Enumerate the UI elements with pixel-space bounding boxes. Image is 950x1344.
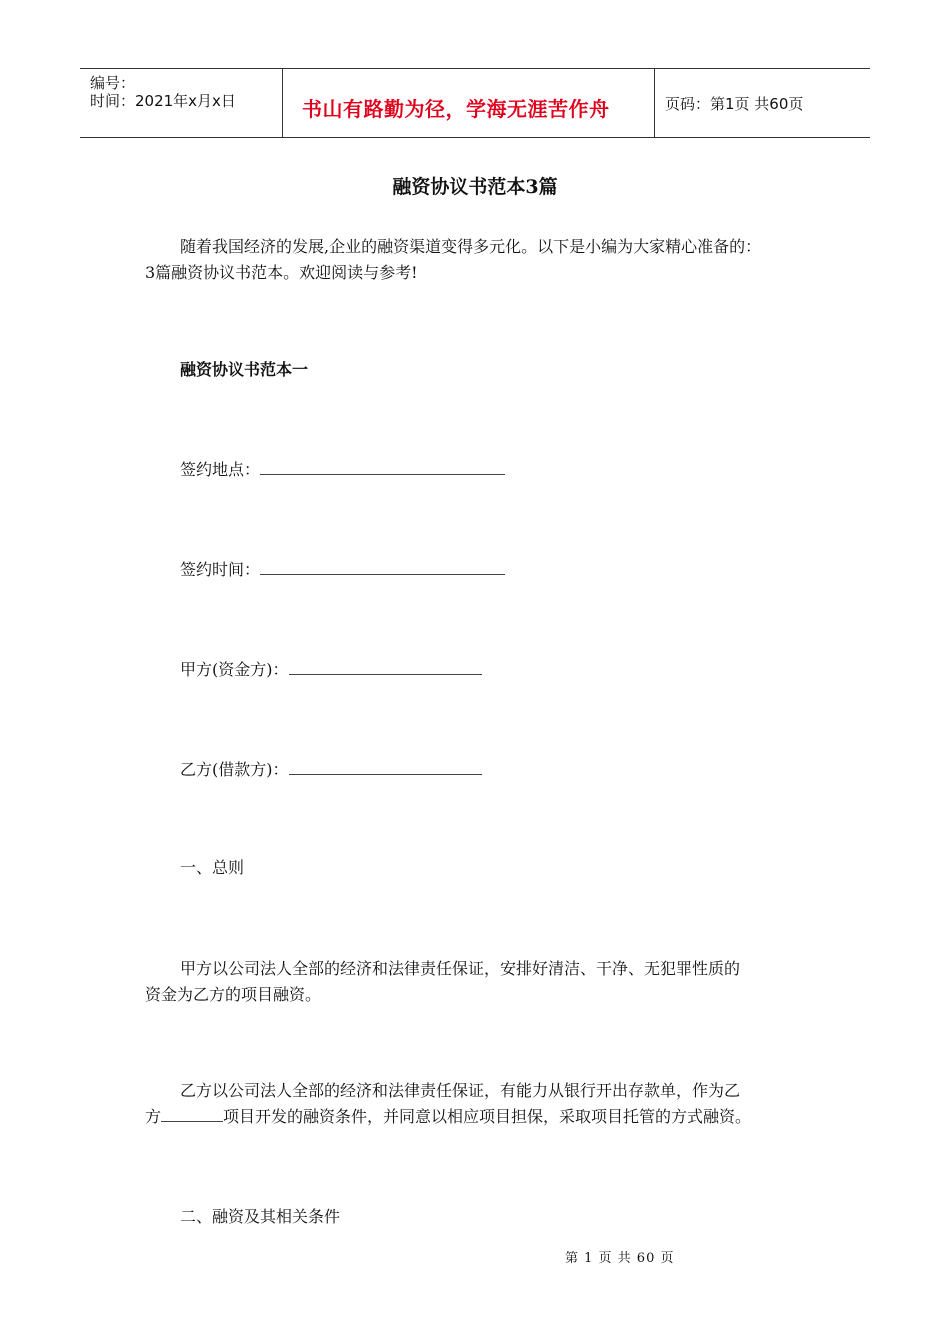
header-page-info: 页码：第1页 共60页 xyxy=(665,95,804,113)
number-label: 编号： xyxy=(90,74,136,92)
project-name-blank xyxy=(161,1107,223,1122)
header-info-cell xyxy=(80,69,283,137)
section-title: 融资协议书范本一 xyxy=(180,360,309,379)
sign-time-blank xyxy=(260,560,505,575)
party-b-row xyxy=(180,757,482,783)
header-page-cell xyxy=(655,69,870,137)
party-b-label: 乙方(借款方)： xyxy=(180,760,289,779)
sign-place-row xyxy=(180,457,505,483)
intro-line-1: 随着我国经济的发展,企业的融资渠道变得多元化。以下是小编为大家精心准备的： xyxy=(180,237,762,256)
heading-general: 一、总则 xyxy=(180,858,245,877)
para2-line-2 xyxy=(145,1104,751,1130)
sign-time-row xyxy=(180,557,505,583)
intro-line-2: 3篇融资协议书范本。欢迎阅读与参考! xyxy=(145,263,418,282)
header-motto-cell xyxy=(282,69,655,137)
para2-line-2-end: 项目开发的融资条件，并同意以相应项目担保，采取项目托管的方式融资。 xyxy=(223,1107,752,1126)
heading-financing-conditions: 二、融资及其相关条件 xyxy=(180,1207,341,1226)
date-label: 时间：2021年x月x日 xyxy=(90,92,236,110)
party-a-row xyxy=(180,657,482,683)
document-title: 融资协议书范本3篇 xyxy=(392,176,558,198)
para1-line-2: 资金为乙方的项目融资。 xyxy=(145,985,322,1004)
sign-place-label: 签约地点： xyxy=(180,460,261,479)
party-b-blank xyxy=(289,760,482,775)
page-header xyxy=(80,68,870,138)
para1-line-1: 甲方以公司法人全部的经济和法律责任保证，安排好清洁、干净、无犯罪性质的 xyxy=(180,959,741,978)
para2-line-1: 乙方以公司法人全部的经济和法律责任保证，有能力从银行开出存款单，作为乙 xyxy=(180,1081,741,1100)
sign-time-label: 签约时间： xyxy=(180,560,261,579)
party-a-label: 甲方(资金方)： xyxy=(180,660,289,679)
party-a-blank xyxy=(289,660,482,675)
motto-text: 书山有路勤为径，学海无涯苦作舟 xyxy=(302,97,610,121)
page-footer: 第 1 页 共 60 页 xyxy=(565,1251,675,1266)
sign-place-blank xyxy=(260,460,505,475)
para2-line-2-start: 方 xyxy=(145,1107,162,1126)
